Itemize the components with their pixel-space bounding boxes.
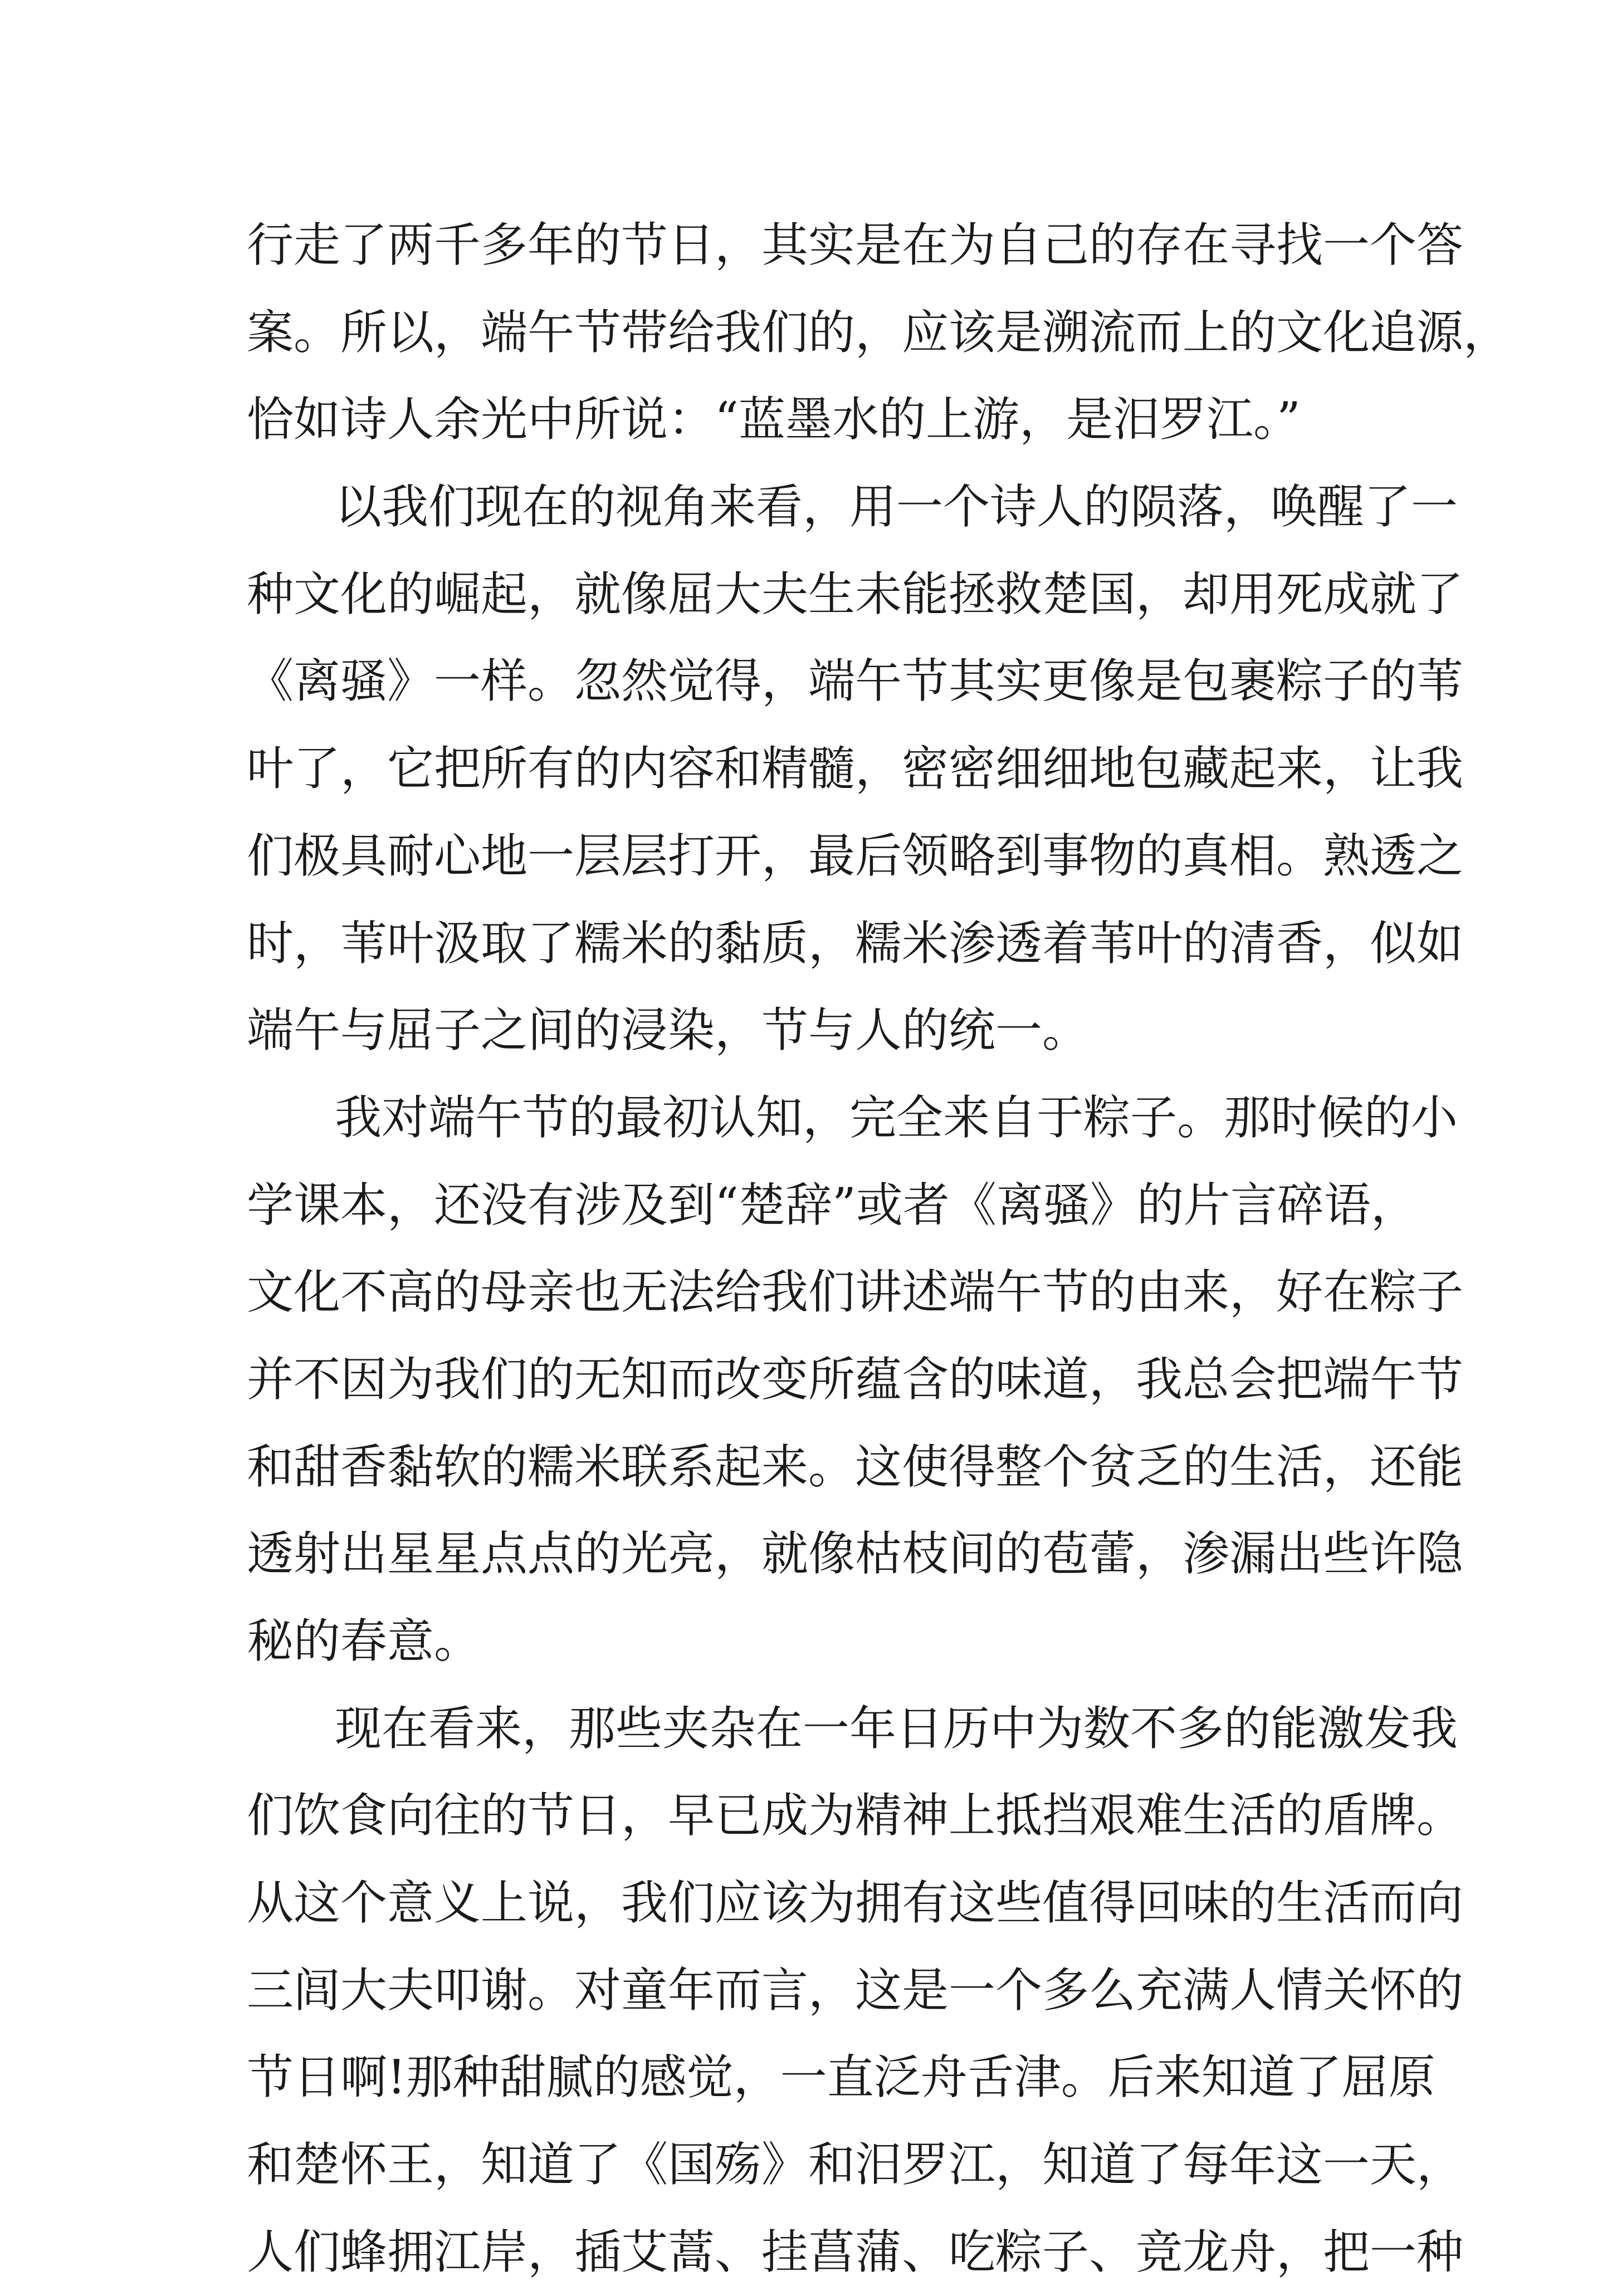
paragraph — [247, 1074, 1464, 1685]
text-line: 文化不高的母亲也无法给我们讲述端午节的由来，好在粽子 — [247, 1265, 1464, 1320]
text-line: 并不因为我们的无知而改变所蕴含的味道，我总会把端午节 — [247, 1352, 1464, 1407]
text-line: 以我们现在的视角来看，用一个诗人的陨落，唤醒了一 — [335, 479, 1458, 535]
text-line: 透射出星星点点的光亮，就像枯枝间的苞蕾，渗漏出些许隐 — [247, 1526, 1464, 1582]
text-line: 学课本，还没有涉及到“楚辞”或者《离骚》的片言碎语， — [247, 1177, 1418, 1232]
text-line: 叶了，它把所有的内容和精髓，密密细细地包藏起来，让我 — [247, 741, 1464, 796]
text-line: 从这个意义上说，我们应该为拥有这些值得回味的生活而向 — [247, 1876, 1464, 1931]
text-line: 人们蜂拥江岸，插艾蒿、挂菖蒲、吃粽子、竞龙舟，把一种 — [247, 2224, 1464, 2279]
text-line: 我对端午节的最初认知，完全来自于粽子。那时候的小 — [335, 1090, 1458, 1145]
text-line: 们极具耐心地一层层打开，最后领略到事物的真相。熟透之 — [247, 828, 1464, 883]
text-line: 秘的春意。 — [247, 1614, 481, 1668]
text-line: 端午与屈子之间的浸染，节与人的统一。 — [247, 1003, 1090, 1058]
essay-text — [247, 202, 1511, 2296]
text-line: 行走了两千多年的节日，其实是在为自己的存在寻找一个答 — [247, 218, 1464, 272]
text-line: 种文化的崛起，就像屈大夫生未能拯救楚国，却用死成就了 — [247, 566, 1464, 621]
text-line: 现在看来，那些夹杂在一年日历中为数不多的能激发我 — [335, 1701, 1458, 1756]
paragraph — [247, 463, 1464, 1074]
text-line: 和楚怀王，知道了《国殇》和汨罗江，知道了每年这一天， — [247, 2137, 1464, 2192]
text-line: 恰如诗人余光中所说：“蓝墨水的上游，是汨罗江。” — [247, 392, 1301, 447]
text-line: 们饮食向往的节日，早已成为精神上抵挡艰难生活的盾牌。 — [247, 1788, 1464, 1843]
text-line: 节日啊!那种甜腻的感觉，一直泛舟舌津。后来知道了屈原 — [247, 2050, 1435, 2105]
text-line: 和甜香黏软的糯米联系起来。这使得整个贫乏的生活，还能 — [247, 1439, 1464, 1494]
text-line: 《离骚》一样。忽然觉得，端午节其实更像是包裹粽子的苇 — [247, 654, 1464, 709]
paragraph — [247, 1685, 1464, 2296]
text-line: 时，苇叶汲取了糯米的黏质，糯米渗透着苇叶的清香，似如 — [247, 916, 1464, 971]
text-line: 案。所以，端午节带给我们的，应该是溯流而上的文化追源， — [247, 305, 1511, 360]
text-line: 三闾大夫叩谢。对童年而言，这是一个多么充满人情关怀的 — [247, 1962, 1464, 2018]
paragraph — [247, 202, 1511, 463]
